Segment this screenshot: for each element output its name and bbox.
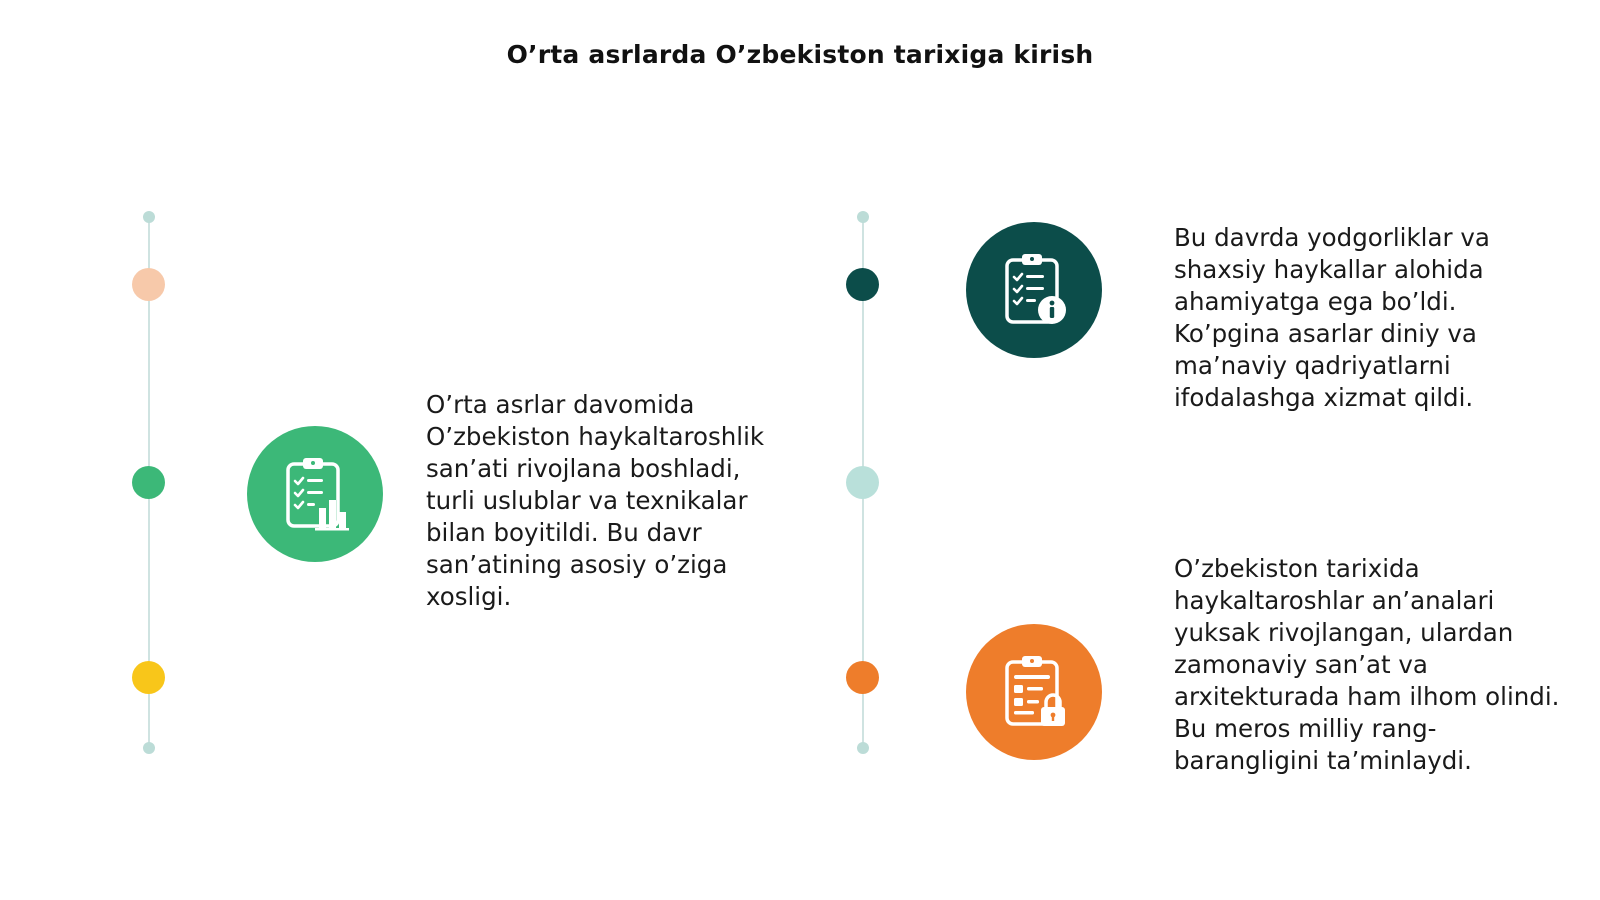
timeline-right-light-dot — [846, 466, 879, 499]
timeline-left-start-dot — [143, 211, 155, 223]
clipboard-chart-icon — [275, 454, 355, 534]
timeline-right-teal-dot — [846, 268, 879, 301]
item-3-icon-circle — [966, 624, 1102, 760]
item-1-text: O’rta asrlar davomida O’zbekiston haykaltaroshlik san’ati rivojlana boshladi, turli uslublar va texnikalar bilan boyitildi. Bu davr san’atining asosiy o’ziga xosligi. — [426, 390, 765, 611]
timeline-right-orange-dot — [846, 661, 879, 694]
slide-title: O’rta asrlarda O’zbekiston tarixiga kirish — [506, 40, 1094, 69]
timeline-right-start-dot — [857, 211, 869, 223]
timeline-left-peach-dot — [132, 268, 165, 301]
timeline-left-end-dot — [143, 742, 155, 754]
clipboard-lock-icon — [994, 652, 1074, 732]
clipboard-info-icon — [994, 250, 1074, 330]
item-3-text: O’zbekiston tarixida haykaltaroshlar an’analari yuksak rivojlangan, ulardan zamonaviy san’at va arxitekturada ham ilhom olindi. Bu meros milliy rang-barangligini ta’minlaydi. — [1174, 554, 1560, 775]
item-2-icon-circle — [966, 222, 1102, 358]
item-2-text: Bu davrda yodgorliklar va shaxsiy haykallar alohida ahamiyatga ega bo’ldi. Ko’pgina asarlar diniy va ma’naviy qadriyatlarni ifodalashga xizmat qildi. — [1174, 223, 1490, 412]
item-1-icon-circle — [247, 426, 383, 562]
timeline-left-green-dot — [132, 466, 165, 499]
timeline-right-end-dot — [857, 742, 869, 754]
timeline-left-yellow-dot — [132, 661, 165, 694]
